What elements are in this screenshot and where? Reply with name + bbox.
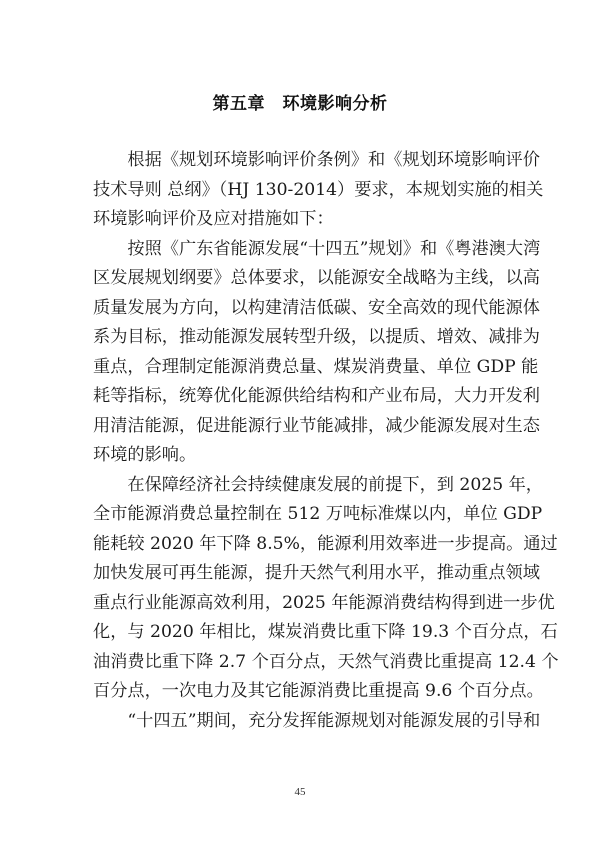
text-line: 重点，合理制定能源消费总量、煤炭消费量、单位 GDP 能 — [93, 356, 539, 377]
text-line: 百分点，一次电力及其它能源消费比重提高 9.6 个百分点。 — [93, 681, 544, 701]
text-line: 油消费比重下降 2.7 个百分点，天然气消费比重提高 12.4 个 — [93, 651, 559, 672]
body-text — [93, 146, 559, 736]
text-line: 技术导则 总纲》（HJ 130-2014）要求，本规划实施的相关 — [93, 179, 544, 200]
paragraph-1 — [93, 146, 544, 235]
paragraph-3 — [93, 471, 559, 707]
text-line: 环境的影响。 — [93, 445, 197, 465]
text-line: 根据《规划环境影响评价条例》和《规划环境影响评价 — [127, 150, 540, 170]
text-line: 化，与 2020 年相比，煤炭消费比重下降 19.3 个百分点，石 — [93, 622, 558, 642]
text-line: 加快发展可再生能源，提升天然气利用水平，推动重点领域 — [93, 563, 540, 583]
text-line: 重点行业能源高效利用，2025 年能源消费结构得到进一步优 — [93, 592, 555, 613]
text-line: 质量发展为方向，以构建清洁低碳、安全高效的现代能源体 — [93, 297, 540, 318]
text-line: 能耗较 2020 年下降 8.5%，能源利用效率进一步提高。通过 — [93, 533, 558, 554]
page-number: 45 — [294, 786, 306, 798]
text-line: 全市能源消费总量控制在 512 万吨标准煤以内，单位 GDP — [93, 504, 543, 524]
text-line: 系为目标，推动能源发展转型升级，以提质、增效、减排为 — [93, 327, 540, 347]
paragraph-2 — [93, 235, 541, 471]
text-line: 在保障经济社会持续健康发展的前提下，到 2025 年， — [127, 474, 543, 495]
text-line: 耗等指标，统筹优化能源供给结构和产业布局，大力开发利 — [93, 386, 540, 406]
text-line: 环境影响评价及应对措施如下： — [93, 209, 334, 229]
text-line: “十四五”期间，充分发挥能源规划对能源发展的引导和 — [127, 710, 541, 731]
text-line: 按照《广东省能源发展“十四五”规划》和《粤港澳大湾 — [127, 238, 541, 259]
text-line: 区发展规划纲要》总体要求，以能源安全战略为主线，以高 — [93, 268, 540, 288]
paragraph-4 — [93, 707, 541, 737]
text-line: 用清洁能源，促进能源行业节能减排，减少能源发展对生态 — [93, 415, 540, 436]
chapter-title: 第五章 环境影响分析 — [212, 94, 388, 114]
